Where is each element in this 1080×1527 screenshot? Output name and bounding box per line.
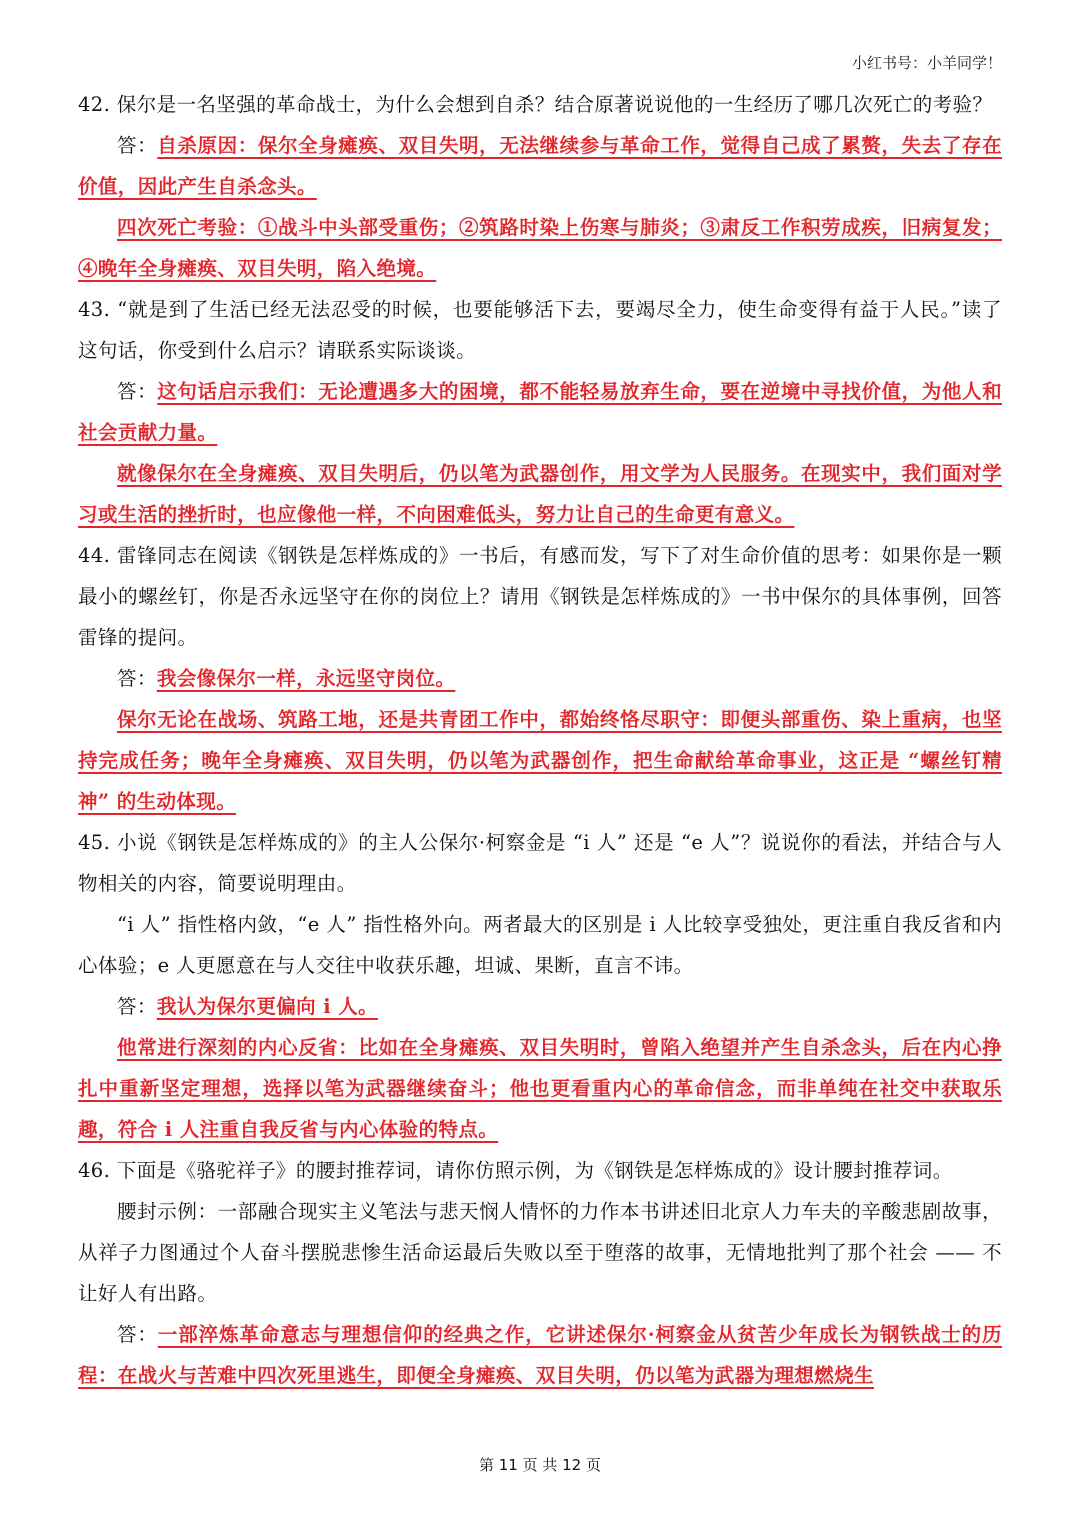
answer-text: 他常进行深刻的内心反省：比如在全身瘫痪、双目失明时，曾陷入绝望并产生自杀念头，后在内心挣扎中重新坚定理想，选择以笔为武器继续奋斗；他也更看重内心的革命信念，而非单纯在社交中获取乐趣，符合 i 人注重自我反省与内心体验的特点。 — [78, 1036, 1002, 1141]
answer-text: 一部淬炼革命意志与理想信仰的经典之作，它讲述保尔·柯察金从贫苦少年成长为钢铁战士的历程：在战火与苦难中四次死里逃生，即便全身瘫痪、双目失明，仍以笔为武器为理想燃烧生 — [78, 1323, 1002, 1387]
answer-text: 这句话启示我们：无论遭遇多大的困境，都不能轻易放弃生命，要在逆境中寻找价值，为他人和社会贡献力量。 — [78, 380, 1002, 444]
answer-45-b — [78, 1027, 1002, 1150]
question-44: 44. 雷锋同志在阅读《钢铁是怎样炼成的》一书后，有感而发，写下了对生命价值的思考：如果你是一颗最小的螺丝钉，你是否永远坚守在你的岗位上？请用《钢铁是怎样炼成的》一书中保尔的具体事例，回答雷锋的提问。 — [78, 544, 1002, 649]
question-46: 46. 下面是《骆驼祥子》的腰封推荐词，请你仿照示例，为《钢铁是怎样炼成的》设计腰封推荐词。 — [78, 1159, 953, 1182]
answer-43-a — [78, 371, 1002, 453]
question-45-note: “i 人” 指性格内敛，“e 人” 指性格外向。两者最大的区别是 i 人比较享受独处，更注重自我反省和内心体验；e 人更愿意在与人交往中收获乐趣，坦诚、果断，直言不讳。 — [78, 913, 1002, 977]
question-43: 43. “就是到了生活已经无法忍受的时候，也要能够活下去，要竭尽全力，使生命变得有益于人民。”读了这句话，你受到什么启示？请联系实际谈谈。 — [78, 298, 1002, 362]
answer-label: 答： — [117, 1323, 158, 1346]
answer-44-b — [78, 699, 1002, 822]
answer-label: 答： — [117, 995, 157, 1018]
watermark: 小红书号：小羊同学！ — [851, 54, 1002, 72]
answer-45-a — [78, 986, 1002, 1027]
answer-text: 我会像保尔一样，永远坚守岗位。 — [156, 667, 456, 690]
answer-43-b — [78, 453, 1002, 535]
page-content — [78, 84, 1002, 1396]
answer-label: 答： — [117, 667, 157, 690]
answer-42-a — [78, 125, 1002, 207]
answer-44-a — [78, 658, 1002, 699]
answer-text: 保尔无论在战场、筑路工地，还是共青团工作中，都始终恪尽职守：即便头部重伤、染上重病，也坚持完成任务；晚年全身瘫痪、双目失明，仍以笔为武器创作，把生命献给革命事业，这正是 “螺丝钉精神” 的生动体现。 — [78, 708, 1002, 813]
question-46-note: 腰封示例：一部融合现实主义笔法与悲天悯人情怀的力作本书讲述旧北京人力车夫的辛酸悲剧故事，从祥子力图通过个人奋斗摆脱悲惨生活命运最后失败以至于堕落的故事，无情地批判了那个社会 —— 不让好人有出路。 — [78, 1200, 1002, 1305]
answer-label: 答： — [117, 134, 158, 157]
answer-text: 我认为保尔更偏向 i 人。 — [156, 995, 378, 1018]
answer-text: 四次死亡考验：①战斗中头部受重伤；②筑路时染上伤寒与肺炎；③肃反工作积劳成疾，旧病复发；④晚年全身瘫痪、双目失明，陷入绝境。 — [78, 216, 1002, 280]
answer-label: 答： — [117, 380, 158, 403]
page-footer: 第 11 页 共 12 页 — [478, 1456, 601, 1474]
answer-text: 就像保尔在全身瘫痪、双目失明后，仍以笔为武器创作，用文学为人民服务。在现实中，我们面对学习或生活的挫折时，也应像他一样，不向困难低头，努力让自己的生命更有意义。 — [78, 462, 1002, 526]
answer-46-a — [78, 1314, 1002, 1396]
question-42: 42. 保尔是一名坚强的革命战士，为什么会想到自杀？结合原著说说他的一生经历了哪几次死亡的考验？ — [78, 93, 993, 116]
answer-text: 自杀原因：保尔全身瘫痪、双目失明，无法继续参与革命工作，觉得自己成了累赘，失去了存在价值，因此产生自杀念头。 — [78, 134, 1002, 198]
answer-42-b — [78, 207, 1002, 289]
question-45: 45. 小说《钢铁是怎样炼成的》的主人公保尔·柯察金是 “i 人” 还是 “e 人”？说说你的看法，并结合与人物相关的内容，简要说明理由。 — [78, 831, 1002, 895]
